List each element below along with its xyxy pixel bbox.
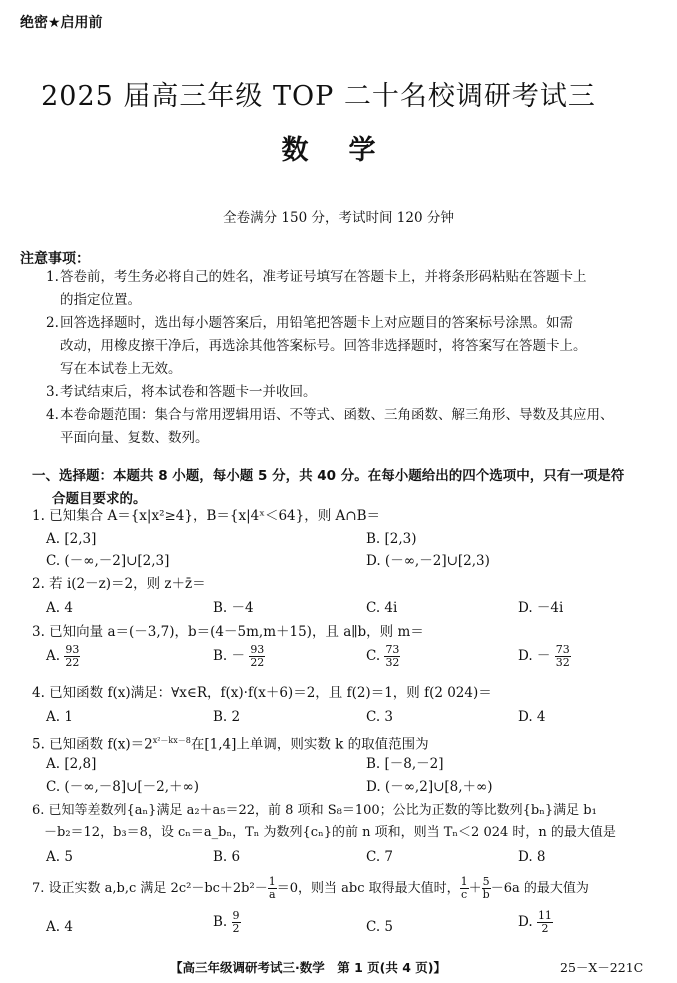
denominator: 32 xyxy=(555,656,570,669)
section-line: 合题目要求的。 xyxy=(52,491,147,507)
fraction xyxy=(537,910,553,935)
question-7-stem xyxy=(32,876,672,901)
stem-text: 5. 已知函数 f(x)＝2 xyxy=(32,736,153,753)
q7-option-b xyxy=(213,910,241,935)
stem-text: ＝0，则当 abc 取得最大值时， xyxy=(276,881,460,896)
q5-option-d: D. (－∞,2]∪[8,＋∞) xyxy=(366,779,493,795)
option-label: D. － xyxy=(518,648,551,664)
notice-heading: 注意事项： xyxy=(20,251,90,267)
q2-option-b: B. －4 xyxy=(213,600,254,616)
option-label: D. xyxy=(518,914,533,930)
question-5-stem xyxy=(32,730,672,756)
numerator: 73 xyxy=(555,643,570,656)
q3-option-d xyxy=(518,644,571,669)
fraction xyxy=(460,876,469,901)
option-label: B. xyxy=(213,914,228,930)
q5-option-a: A. [2,8] xyxy=(46,756,97,772)
q3-option-b xyxy=(213,644,265,669)
q4-option-d: D. 4 xyxy=(518,709,546,725)
q1-option-a: A. [2,3] xyxy=(46,531,97,547)
exam-code: 25－X－221C xyxy=(560,960,644,975)
stem-line: 6. 已知等差数列{aₙ}满足 a₂＋a₅＝22，前 8 项和 S₈＝100；公比为正数的等比数列{bₙ}满足 b₁ xyxy=(32,803,597,818)
denominator: 2 xyxy=(541,922,549,935)
secret-label: 绝密★启用前 xyxy=(20,15,103,31)
q3-option-c xyxy=(366,644,400,669)
denominator: c xyxy=(461,888,468,901)
q5-option-c: C. (－∞,－8]∪[－2,＋∞) xyxy=(46,779,200,795)
numerator: 1 xyxy=(460,875,468,888)
notice-num: 2. xyxy=(46,315,59,331)
fraction xyxy=(268,876,277,901)
notice-item-2 xyxy=(46,312,660,381)
q2-option-d: D. －4i xyxy=(518,600,564,616)
q7-option-d xyxy=(518,910,553,935)
notice-line: 平面向量、复数、数列。 xyxy=(60,430,209,446)
numerator: 1 xyxy=(268,875,276,888)
denominator: b xyxy=(482,888,490,901)
denominator: a xyxy=(268,888,276,901)
notice-line: 答卷前，考生务必将自己的姓名，准考证号填写在答题卡上，并将条形码粘贴在答题卡上 xyxy=(60,269,587,285)
option-label: A. xyxy=(46,648,61,664)
numerator: 73 xyxy=(385,643,400,656)
q2-option-c: C. 4i xyxy=(366,600,398,616)
option-label: B. － xyxy=(213,648,246,664)
exam-title: 2025 届高三年级 TOP 二十名校调研考试三 xyxy=(41,81,596,112)
q6-option-c: C. 7 xyxy=(366,849,394,865)
notice-num: 4. xyxy=(46,407,59,423)
stem-text: ＋ xyxy=(468,881,482,896)
stem-line: －b₂＝12，b₃＝8，设 cₙ＝a_bₙ，Tₙ 为数列{cₙ}的前 n 项和，则当 Tₙ＜2 024 时，n 的最大值是 xyxy=(44,825,616,840)
fraction xyxy=(64,644,80,669)
q1-option-d: D. (－∞,－2]∪[2,3) xyxy=(366,553,490,569)
numerator: 93 xyxy=(65,643,80,656)
option-label: C. xyxy=(366,648,381,664)
denominator: 32 xyxy=(385,656,400,669)
fraction xyxy=(232,910,241,935)
q7-option-a: A. 4 xyxy=(46,919,73,935)
page-footer: 【高三年级调研考试三·数学 第 1 页(共 4 页)】 xyxy=(170,960,446,975)
q4-option-c: C. 3 xyxy=(366,709,394,725)
q3-option-a xyxy=(46,644,80,669)
exponent: x²－kx－8 xyxy=(152,736,191,745)
notice-item-3 xyxy=(46,381,660,404)
question-2-stem: 2. 若 i(2－z)＝2，则 z＋z̄＝ xyxy=(32,576,206,592)
question-4-stem: 4. 已知函数 f(x)满足：∀x∈R，f(x)·f(x＋6)＝2，且 f(2)＝1，则 f(2 024)＝ xyxy=(32,685,492,701)
stem-text: 在[1,4]上单调，则实数 k 的取值范围为 xyxy=(190,736,429,753)
q6-option-b: B. 6 xyxy=(213,849,241,865)
q6-option-d: D. 8 xyxy=(518,849,546,865)
question-3-stem: 3. 已知向量 a＝(－3,7)，b＝(4－5m,m＋15)，且 a∥b，则 m＝ xyxy=(32,624,424,640)
denominator: 2 xyxy=(232,922,240,935)
denominator: 22 xyxy=(250,656,265,669)
question-6-stem xyxy=(32,800,672,844)
denominator: 22 xyxy=(65,656,80,669)
notice-item-4 xyxy=(46,404,660,450)
q7-option-c: C. 5 xyxy=(366,919,394,935)
subject-title: 数学 xyxy=(281,135,416,166)
numerator: 93 xyxy=(250,643,265,656)
fraction xyxy=(249,644,265,669)
q5-option-b: B. [－8,－2] xyxy=(366,756,444,772)
numerator: 9 xyxy=(232,909,240,922)
notice-line: 的指定位置。 xyxy=(60,292,141,308)
fraction xyxy=(482,876,491,901)
notice-line: 本卷命题范围：集合与常用逻辑用语、不等式、函数、三角函数、解三角形、导数及其应用、 xyxy=(60,407,614,423)
section-line: 一、选择题：本题共 8 小题，每小题 5 分，共 40 分。在每小题给出的四个选项中，只有一项是符 xyxy=(32,468,625,484)
notice-num: 1. xyxy=(46,269,59,285)
fraction xyxy=(384,644,400,669)
q6-option-a: A. 5 xyxy=(46,849,73,865)
q4-option-a: A. 1 xyxy=(46,709,73,725)
numerator: 5 xyxy=(482,875,490,888)
notice-line: 考试结束后，将本试卷和答题卡一并收回。 xyxy=(60,384,317,400)
notice-line: 写在本试卷上无效。 xyxy=(60,361,182,377)
notice-num: 3. xyxy=(46,384,59,400)
stem-text: －6a 的最大值为 xyxy=(490,881,589,896)
numerator: 11 xyxy=(537,909,552,922)
q2-option-a: A. 4 xyxy=(46,600,73,616)
notice-line: 改动，用橡皮擦干净后，再选涂其他答案标号。回答非选择题时，将答案写在答题卡上。 xyxy=(60,338,587,354)
q1-option-b: B. [2,3) xyxy=(366,531,417,547)
stem-text: 7. 设正实数 a,b,c 满足 2c²－bc＋2b²－ xyxy=(32,881,268,896)
q4-option-b: B. 2 xyxy=(213,709,241,725)
notice-item-1 xyxy=(46,266,660,312)
score-info: 全卷满分 150 分，考试时间 120 分钟 xyxy=(223,210,454,226)
question-1-stem: 1. 已知集合 A＝{x|x²≥4}，B＝{x|4ˣ＜64}，则 A∩B＝ xyxy=(32,508,381,524)
notice-line: 回答选择题时，选出每小题答案后，用铅笔把答题卡上对应题目的答案标号涂黑。如需 xyxy=(60,315,573,331)
fraction xyxy=(555,644,571,669)
q1-option-c: C. (－∞,－2]∪[2,3] xyxy=(46,553,170,569)
